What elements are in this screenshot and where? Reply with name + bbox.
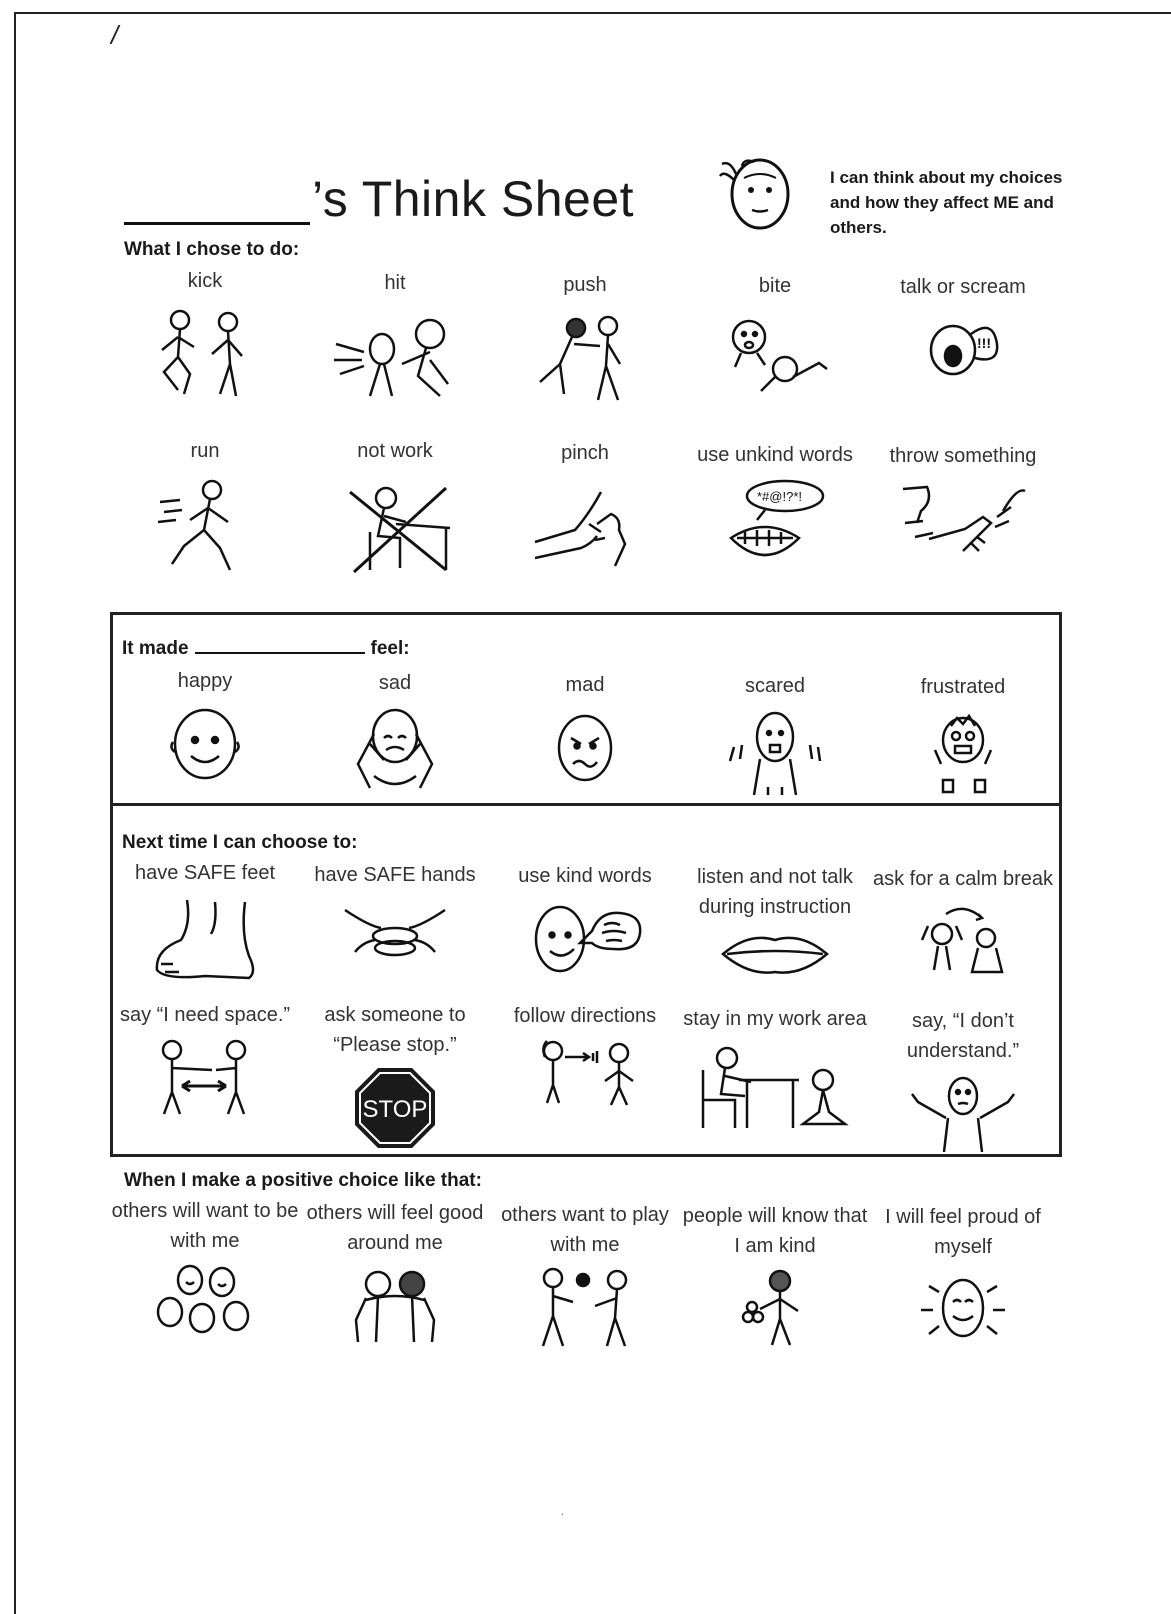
choice-bite: [680, 271, 870, 407]
feeling-mad: [490, 670, 680, 786]
option-work-area: [680, 1004, 870, 1130]
kind-words-icon: [520, 897, 650, 977]
sad-face-icon: [340, 704, 450, 794]
option-label: say “I need space.”: [119, 1004, 291, 1026]
feeling-scared: [680, 671, 870, 797]
choice-label: use unkind words: [697, 444, 853, 466]
choice-unkind-words: [680, 440, 870, 571]
choice-label: pinch: [561, 442, 609, 464]
proud-face-icon: [913, 1268, 1013, 1348]
outcome-label: others will want to be with me: [111, 1200, 299, 1252]
run-icon: [150, 472, 260, 577]
option-label: listen and not talk during instruction: [697, 866, 853, 918]
section-heading-feel: [122, 638, 410, 660]
choice-hit: [300, 268, 490, 404]
choice-push: [490, 270, 680, 406]
foot-icon: [145, 894, 265, 984]
option-label: ask for a calm break: [872, 868, 1054, 890]
outcome-want-to-be-with-me: [110, 1196, 300, 1338]
option-please-stop: [300, 1000, 490, 1150]
choice-label: kick: [187, 270, 223, 292]
choice-kick: [110, 266, 300, 402]
section-heading-chose: What I chose to do:: [124, 239, 300, 260]
choice-label: hit: [384, 272, 406, 294]
not-work-icon: [330, 472, 460, 577]
pinch-icon: [525, 474, 645, 574]
choice-pinch: [490, 438, 680, 574]
outcome-label: I will feel proud of myself: [885, 1206, 1041, 1258]
unkind-words-icon: [715, 476, 835, 571]
outcome-label: people will know that I am kind: [682, 1205, 868, 1257]
choice-label: bite: [758, 275, 792, 297]
hit-icon: [330, 304, 460, 404]
option-calm-break: [868, 864, 1058, 980]
choice-label: throw something: [889, 445, 1037, 467]
outcome-know-i-am-kind: [680, 1201, 870, 1347]
scream-icon: [913, 308, 1013, 388]
choice-label: push: [563, 274, 607, 296]
work-area-icon: [695, 1040, 855, 1130]
thinking-head-icon: [714, 150, 798, 236]
shrug-icon: [908, 1072, 1018, 1152]
stop-sign-text: STOP: [362, 1096, 428, 1123]
hands-icon: [335, 896, 455, 976]
feel-heading-prefix: It made: [122, 638, 189, 659]
outcome-feel-proud: [868, 1202, 1058, 1348]
option-follow-directions: [490, 1001, 680, 1107]
choice-label: run: [190, 440, 220, 462]
option-safe-feet: [110, 858, 300, 984]
stop-sign-icon: [353, 1066, 437, 1150]
section-heading-positive: When I make a positive choice like that:: [124, 1170, 482, 1191]
feeling-sad: [300, 668, 490, 794]
calm-break-icon: [908, 900, 1018, 980]
feel-heading-suffix: feel:: [370, 638, 410, 659]
svg-text:*#@!?*!: *#@!?*!: [757, 489, 802, 504]
lips-icon: [715, 928, 835, 978]
choice-label: talk or scream: [900, 276, 1026, 298]
option-label: say, “I don’t understand.”: [906, 1010, 1020, 1062]
option-listen: [680, 862, 870, 978]
option-label: have SAFE hands: [314, 864, 476, 886]
svg-text:!!!: !!!: [977, 335, 991, 351]
choice-throw: [868, 441, 1058, 572]
option-label: have SAFE feet: [134, 862, 276, 884]
friends-icon: [340, 1264, 450, 1344]
choice-talk-scream: [868, 272, 1058, 388]
feeling-label: sad: [378, 672, 412, 694]
space-icon: [150, 1036, 260, 1116]
option-label: use kind words: [518, 865, 652, 887]
outcome-label: others want to play with me: [501, 1204, 669, 1256]
scared-face-icon: [720, 707, 830, 797]
group-faces-icon: [150, 1262, 260, 1338]
scan-speck: ·: [560, 1505, 565, 1521]
feeling-frustrated: [868, 672, 1058, 798]
option-label: ask someone to “Please stop.”: [324, 1004, 466, 1056]
push-icon: [530, 306, 640, 406]
feeling-happy: [110, 666, 300, 784]
kick-icon: [150, 302, 260, 402]
name-blank-line: [124, 222, 310, 225]
feeling-label: frustrated: [920, 676, 1006, 698]
page-title: ’s Think Sheet: [312, 171, 635, 227]
happy-face-icon: [165, 702, 245, 784]
choice-label: not work: [357, 440, 433, 462]
option-dont-understand: [868, 1006, 1058, 1152]
choice-run: [110, 436, 300, 577]
section-heading-next: Next time I can choose to:: [122, 832, 358, 853]
intro-statement: I can think about my choices and how they affect ME and others.: [830, 168, 1063, 237]
stray-mark: /: [111, 20, 119, 50]
option-label: follow directions: [513, 1005, 657, 1027]
play-ball-icon: [525, 1266, 645, 1348]
flower-person-icon: [730, 1267, 820, 1347]
frustrated-face-icon: [913, 708, 1013, 798]
feeling-label: happy: [177, 670, 233, 692]
outcome-label: others will feel good around me: [306, 1202, 484, 1254]
bite-icon: [715, 307, 835, 407]
option-need-space: [110, 1000, 300, 1116]
mad-face-icon: [545, 706, 625, 786]
option-safe-hands: [300, 860, 490, 976]
throw-icon: [893, 477, 1033, 572]
option-kind-words: [490, 861, 680, 977]
option-label: stay in my work area: [683, 1008, 867, 1030]
feel-blank-line: [195, 638, 365, 654]
choice-not-work: [300, 436, 490, 577]
outcome-play-with-me: [490, 1200, 680, 1348]
follow-directions-icon: [525, 1037, 645, 1107]
feeling-label: scared: [744, 675, 806, 697]
outcome-feel-good-around-me: [300, 1198, 490, 1344]
feeling-label: mad: [565, 674, 605, 696]
